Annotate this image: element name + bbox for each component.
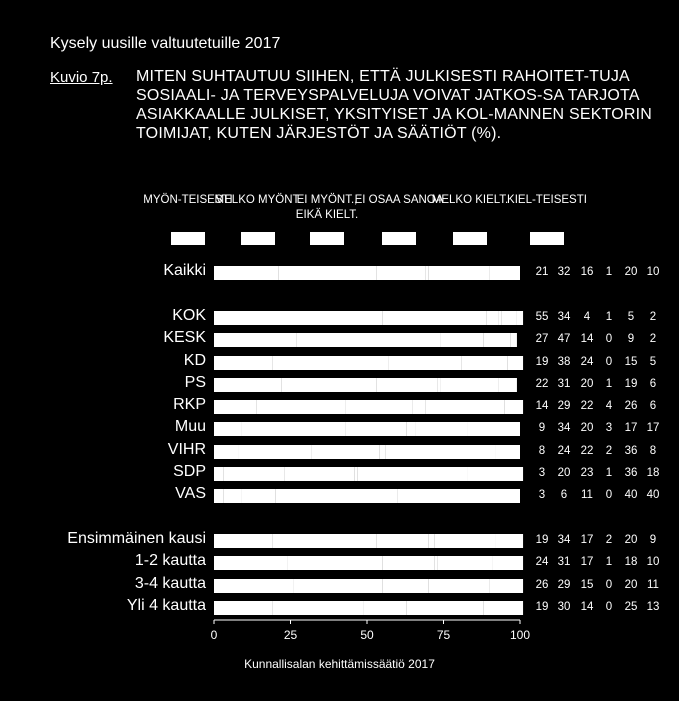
x-tick-label: 100 [509,628,531,642]
x-tick-label: 50 [360,628,374,642]
data-label: 20 [580,422,594,434]
data-label: 15 [580,579,594,591]
row-label: VIHR [167,441,206,458]
bar-segment [483,333,511,347]
data-label: 14 [580,333,594,345]
data-label: 27 [535,333,549,345]
bar-segment [407,422,416,436]
data-label: 38 [557,356,571,368]
bar-segment [214,378,281,392]
data-label: 16 [580,266,594,278]
row-label: Yli 4 kautta [126,597,206,614]
bar-segment [486,311,498,325]
x-tick-label: 0 [210,628,218,642]
x-tick-label: 25 [283,628,298,642]
data-label: 22 [580,445,594,457]
bar-segment [257,400,346,414]
data-label: 10 [646,266,660,278]
row-label: KOK [172,307,206,324]
bar-segment [376,378,437,392]
bar-segment [517,311,523,325]
data-label: 19 [624,378,638,390]
bar-segment [489,579,523,593]
bar-segment [214,266,278,280]
data-label: 13 [646,601,660,613]
data-label: 20 [624,534,638,546]
bar-segment [468,422,520,436]
bar-segment [214,400,257,414]
legend-label: EI MYÖNT., EIKÄ KIELT. [295,194,359,221]
data-label: 5 [649,356,657,368]
data-label: 24 [535,556,549,568]
data-label: 31 [557,556,571,568]
data-label: 19 [535,356,549,368]
data-label: 1 [605,266,613,278]
bar-segment [413,400,425,414]
legend-label: MELKO KIELT. [431,194,509,206]
bar-segment [382,579,428,593]
bar-segment [385,445,495,459]
bar-segment [214,579,294,593]
bar-segment [382,556,434,570]
data-label: 31 [557,378,571,390]
data-label: 34 [557,311,571,323]
data-label: 36 [624,467,638,479]
bar-segment [364,601,407,615]
data-label: 2 [649,333,657,345]
legend-label: KIEL-TEISESTI [507,194,587,206]
data-label: 18 [624,556,638,568]
data-label: 17 [580,556,594,568]
data-label: 9 [627,333,635,345]
row-label: Muu [174,418,206,435]
data-label: 8 [649,445,657,457]
data-label: 3 [538,489,546,501]
bar-segment [496,445,520,459]
bar-segment [398,489,520,503]
bar-segment [287,556,382,570]
bar-segment [346,422,407,436]
row-label: Kaikki [163,262,206,279]
data-label: 9 [538,422,546,434]
bar-segment [214,422,242,436]
row-label: 1-2 kautta [134,552,206,569]
data-label: 29 [557,579,571,591]
data-label: 4 [605,400,613,412]
bar-segment [376,534,428,548]
data-label: 19 [535,601,549,613]
data-label: 19 [535,534,549,546]
data-label: 29 [557,400,571,412]
data-label: 20 [557,467,571,479]
bar-segment [297,333,441,347]
bar-segment [223,489,241,503]
bar-segment [425,266,428,280]
data-label: 3 [538,467,546,479]
bar-segment [312,445,379,459]
data-label: 17 [580,534,594,546]
data-label: 15 [624,356,638,368]
data-label: 24 [580,356,594,368]
bar-segment [462,356,508,370]
data-label: 1 [605,556,613,568]
data-label: 1 [605,311,613,323]
bar-segment [214,556,287,570]
data-label: 21 [535,266,549,278]
bar-segment [214,489,223,503]
data-label: 2 [605,445,613,457]
data-label: 23 [580,467,594,479]
x-tick-label: 75 [436,628,451,642]
bar-segment [492,556,523,570]
bar-segment [489,266,520,280]
data-label: 34 [557,422,571,434]
bar-segment [428,266,489,280]
data-label: 17 [646,422,660,434]
chart-question: MITEN SUHTAUTUU SIIHEN, ETTÄ JULKISESTI RAHOITET-TUJA SOSIAALI- JA TERVEYSPALVELUJA VOIVAT JATKOS-SA TARJOTA ASIAKKAALLE JULKISET, YKSITYISET JA KOL-MANNEN SEKTORIN TOIMIJAT, KUTEN JÄRJESTÖT JA SÄÄTIÖT (%). [136,68,653,142]
data-label: 14 [580,601,594,613]
bar-segment [499,311,502,325]
bar-segment [214,333,297,347]
row-label: SDP [173,463,206,480]
data-label: 34 [557,534,571,546]
data-label: 26 [624,400,638,412]
bar-segment [437,378,440,392]
bar-segment [214,356,272,370]
data-label: 8 [538,445,546,457]
bar-segment [407,601,484,615]
bar-segment [434,556,437,570]
bar-segment [416,422,468,436]
data-label: 25 [624,601,638,613]
figure-id: Kuvio 7p. [50,69,113,86]
bar-segment [214,467,223,481]
bar-segment [214,601,272,615]
survey-title: Kysely uusille valtuutetuille 2017 [50,35,281,52]
data-label: 0 [605,356,613,368]
legend-label: MYÖN-TEISESTI [143,194,233,206]
bar-segment [346,400,413,414]
bar-segment [440,378,498,392]
legend-label: MELKO MYÖNT. [214,194,302,206]
bar-segment [272,356,388,370]
data-label: 20 [624,266,638,278]
bar-segment [242,422,346,436]
data-label: 40 [624,489,638,501]
data-label: 6 [649,400,657,412]
data-label: 10 [646,556,660,568]
bar-segment [505,400,523,414]
data-label: 14 [535,400,549,412]
bar-segment [278,266,376,280]
bar-segment [214,445,238,459]
row-label: KD [183,352,206,369]
data-label: 5 [627,311,635,323]
data-label: 9 [649,534,657,546]
bar-segment [437,556,492,570]
bar-segment [223,467,284,481]
data-label: 47 [557,333,571,345]
bar-segment [511,333,517,347]
row-label: KESK [163,329,206,346]
data-label: 20 [580,378,594,390]
bar-segment [483,601,523,615]
bar-segment [496,534,524,548]
bar-segment [388,356,461,370]
bar-segment [382,311,486,325]
data-label: 20 [624,579,638,591]
data-label: 40 [646,489,660,501]
bar-segment [281,378,376,392]
data-label: 6 [649,378,657,390]
bar-segment [284,467,354,481]
bar-segment [428,579,489,593]
row-label: PS [184,374,206,391]
bar-segment [242,489,276,503]
data-label: 6 [560,489,568,501]
data-label: 0 [605,601,613,613]
bar-segment [425,400,505,414]
data-label: 11 [647,579,659,591]
data-label: 1 [605,378,613,390]
data-label: 30 [557,601,571,613]
row-label: RKP [173,396,206,413]
source-footer: Kunnallisalan kehittämissäätiö 2017 [244,657,435,671]
data-label: 22 [535,378,549,390]
bar-segment [468,467,523,481]
data-label: 3 [605,422,613,434]
bar-segment [379,445,385,459]
data-label: 18 [646,467,660,479]
data-label: 26 [535,579,549,591]
bar-segment [502,311,517,325]
data-label: 2 [649,311,657,323]
data-label: 24 [557,445,571,457]
data-label: 11 [581,489,593,501]
bar-segment [275,489,397,503]
bar-segment [376,266,425,280]
data-label: 17 [624,422,638,434]
bar-segment [214,311,382,325]
bar-segment [272,534,376,548]
bar-segment [358,467,468,481]
bar-segment [440,333,483,347]
row-label: VAS [175,485,206,502]
bar-segment [499,378,517,392]
legend-label: EI OSAA SANOA [354,194,444,206]
data-label: 36 [624,445,638,457]
data-label: 0 [605,333,613,345]
bar-segment [294,579,383,593]
data-label: 32 [557,266,571,278]
data-label: 0 [605,489,613,501]
data-label: 4 [583,311,591,323]
row-label: 3-4 kautta [134,575,206,592]
bar-segment [272,601,364,615]
bar-segment [355,467,358,481]
bar-segment [434,534,495,548]
bar-segment [214,534,272,548]
bar-segment [238,445,311,459]
data-label: 2 [605,534,613,546]
row-label: Ensimmäinen kausi [67,530,206,547]
bar-segment [508,356,523,370]
bar-segment [428,534,434,548]
data-label: 0 [605,579,613,591]
data-label: 22 [580,400,594,412]
data-label: 1 [605,467,613,479]
data-label: 55 [535,311,549,323]
